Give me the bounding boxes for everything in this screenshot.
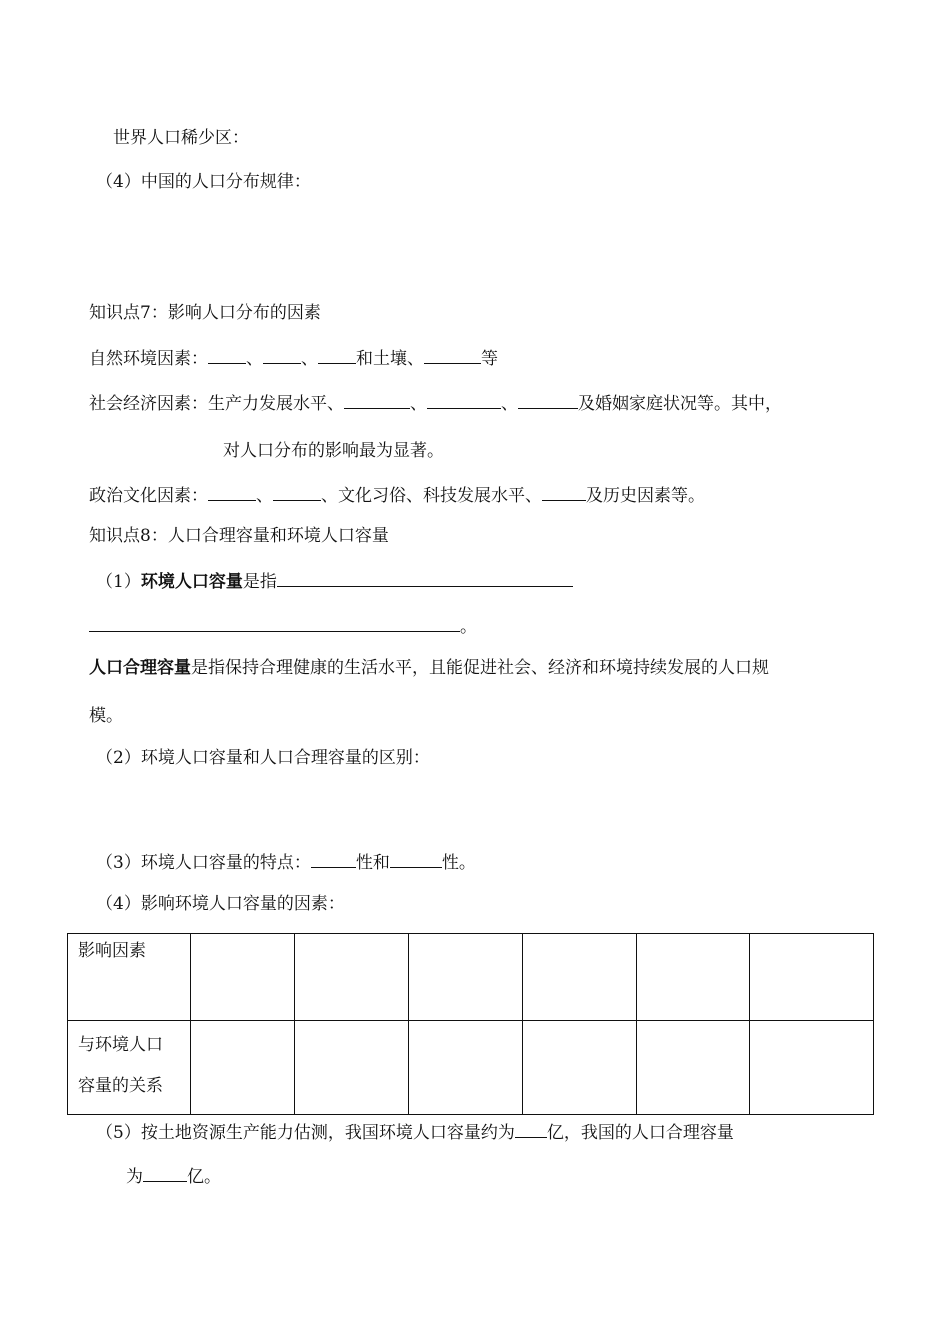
table-cell[interactable] (409, 934, 523, 1021)
natural-sep-1: 、 (246, 349, 263, 369)
table-cell[interactable] (191, 1021, 295, 1115)
relation-header-line1: 与环境人口 (78, 1035, 163, 1055)
social-blank-1[interactable] (344, 391, 410, 409)
kp8-title (89, 525, 389, 547)
env-cap-prefix: （1） (96, 572, 141, 592)
social-label: 社会经济因素：生产力发展水平、 (89, 394, 344, 414)
table-row-factors (68, 934, 874, 1021)
political-factors-line (89, 483, 705, 507)
features-label: （3）环境人口容量的特点： (96, 853, 311, 873)
estimate-mid: 亿，我国的人口合理容量 (546, 1123, 734, 1143)
features-mid: 性和 (355, 853, 390, 873)
table-cell-header-relation (68, 1021, 191, 1115)
political-sep-1: 、 (256, 486, 273, 506)
env-cap-blank-1[interactable] (277, 569, 573, 587)
natural-label: 自然环境因素： (89, 349, 208, 369)
relation-header-line2: 容量的关系 (78, 1076, 163, 1096)
political-blank-3[interactable] (542, 483, 586, 501)
social-continuation-line (223, 440, 444, 462)
estimate-cont-end: 亿。 (187, 1167, 221, 1187)
table-cell[interactable] (191, 934, 295, 1021)
social-blank-2[interactable] (427, 391, 501, 409)
social-sep-2: 、 (501, 394, 518, 414)
table-cell[interactable] (523, 1021, 637, 1115)
natural-factors-line (89, 346, 498, 370)
table-row-relation (68, 1021, 874, 1115)
estimate-label: （5）按土地资源生产能力估测，我国环境人口容量约为 (96, 1123, 515, 1143)
reasonable-cont: 模。 (89, 706, 123, 726)
env-cap-end: 。 (460, 617, 477, 637)
kp8-title-text: 知识点8：人口合理容量和环境人口容量 (89, 526, 389, 546)
natural-blank-4[interactable] (424, 346, 481, 364)
natural-mid: 和土壤、 (356, 349, 424, 369)
political-end: 及历史因素等。 (586, 486, 705, 506)
difference-text: （2）环境人口容量和人口合理容量的区别： (96, 748, 430, 768)
political-blank-1[interactable] (208, 483, 256, 501)
env-cap-after: 是指 (242, 572, 277, 592)
factors-table (67, 933, 874, 1115)
natural-blank-1[interactable] (208, 346, 246, 364)
social-cont-text: 对人口分布的影响最为显著。 (223, 441, 444, 461)
factors-header-text: 影响因素 (78, 941, 146, 961)
features-blank-2[interactable] (390, 850, 442, 868)
env-cap-term: 环境人口容量 (140, 572, 243, 592)
kp7-title-text: 知识点7：影响人口分布的因素 (89, 303, 321, 323)
political-label: 政治文化因素： (89, 486, 208, 506)
estimate-blank-1[interactable] (515, 1120, 547, 1138)
table-cell-header-factors (68, 934, 191, 1021)
kp7-title (89, 302, 321, 324)
social-sep-1: 、 (410, 394, 427, 414)
table-cell[interactable] (295, 1021, 409, 1115)
table-cell[interactable] (750, 934, 874, 1021)
features-blank-1[interactable] (311, 850, 356, 868)
estimate-cont-prefix: 为 (126, 1167, 143, 1187)
env-cap-blank-2[interactable] (89, 614, 460, 632)
natural-sep-2: 、 (301, 349, 318, 369)
table-cell[interactable] (637, 934, 750, 1021)
reasonable-text: 是指保持合理健康的生活水平，且能促进社会、经济和环境持续发展的人口规 (191, 658, 769, 678)
reasonable-term: 人口合理容量 (89, 658, 191, 678)
features-end: 性。 (441, 853, 476, 873)
factors-title-line (96, 893, 345, 915)
estimate-line (96, 1120, 734, 1144)
table-cell[interactable] (750, 1021, 874, 1115)
table-cell[interactable] (295, 934, 409, 1021)
reasonable-capacity-line (89, 657, 769, 679)
factors-title-text: （4）影响环境人口容量的因素： (96, 894, 345, 914)
env-capacity-line (96, 569, 573, 593)
difference-line (96, 747, 430, 769)
china-rule-line (96, 171, 311, 193)
estimate-cont-line (126, 1164, 221, 1188)
table-cell[interactable] (409, 1021, 523, 1115)
sparse-region-line (113, 127, 249, 149)
social-end: 及婚姻家庭状况等。其中， (578, 394, 782, 414)
political-blank-2[interactable] (273, 483, 321, 501)
estimate-blank-2[interactable] (143, 1164, 187, 1182)
political-mid: 、文化习俗、科技发展水平、 (321, 486, 542, 506)
table-cell[interactable] (637, 1021, 750, 1115)
env-capacity-cont-line (89, 614, 477, 638)
sparse-region-text: 世界人口稀少区： (113, 128, 249, 148)
features-line (96, 850, 476, 874)
table-cell[interactable] (523, 934, 637, 1021)
social-factors-line (89, 391, 782, 415)
social-blank-3[interactable] (518, 391, 578, 409)
china-rule-text: （4）中国的人口分布规律： (96, 172, 311, 192)
reasonable-cont-line (89, 705, 123, 727)
natural-end: 等 (481, 349, 498, 369)
natural-blank-2[interactable] (263, 346, 301, 364)
natural-blank-3[interactable] (318, 346, 356, 364)
